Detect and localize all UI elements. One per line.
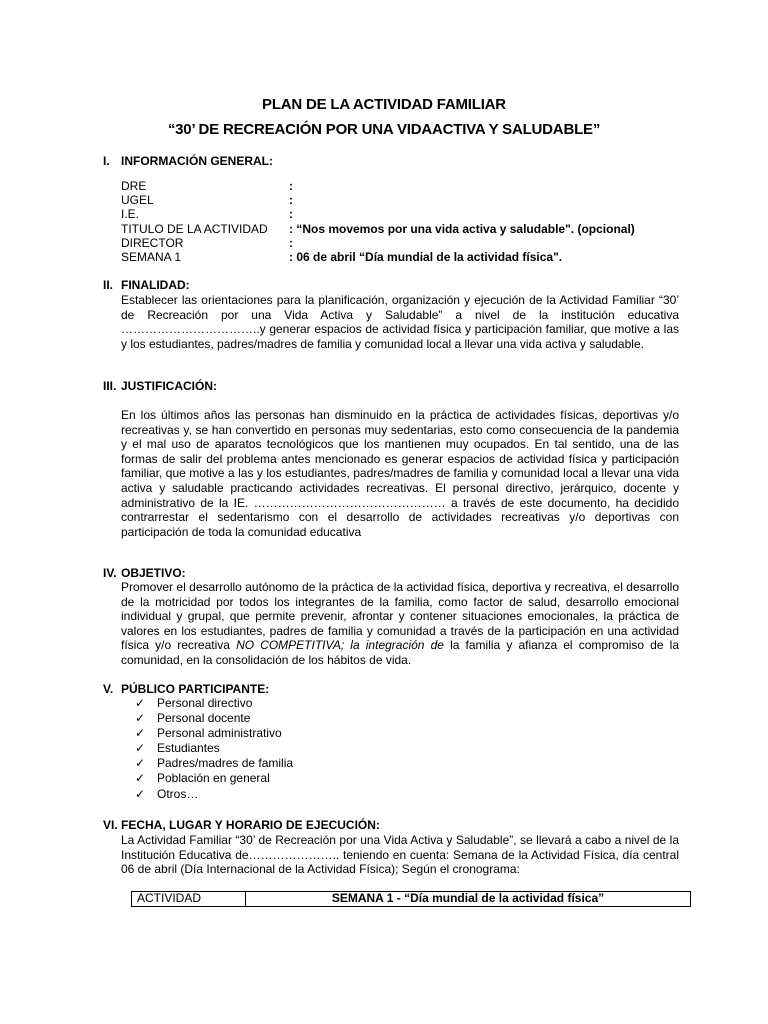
list-item: ✓ Personal administrativo: [135, 726, 282, 741]
list-item: ✓ Personal directivo: [135, 696, 253, 710]
section-number: III.: [103, 379, 117, 393]
info-value: :: [289, 179, 293, 193]
section-title: FINALIDAD:: [121, 278, 190, 292]
section-heading-finalidad: [103, 278, 190, 292]
section-title: PÚBLICO PARTICIPANTE:: [121, 682, 270, 696]
checkmark-icon: ✓: [135, 771, 146, 786]
list-item: ✓ Padres/madres de familia: [135, 756, 294, 771]
info-row-titulo: [121, 222, 635, 236]
section-number: IV.: [103, 566, 117, 580]
info-row-director: [121, 236, 293, 250]
document-subtitle: “30’ DE RECREACIÓN POR UNA VIDAACTIVA Y SALUDABLE”: [167, 121, 601, 138]
table-header-week: SEMANA 1 - “Día mundial de la actividad física”: [331, 891, 605, 905]
info-value: :: [289, 207, 293, 221]
checkmark-icon: ✓: [135, 696, 146, 710]
list-item: ✓ Personal docente: [135, 711, 251, 726]
info-label: I.E.: [121, 207, 140, 221]
info-value: : “Nos movemos por una vida activa y saludable". (opcional): [289, 222, 635, 236]
section-number: V.: [103, 682, 114, 696]
section-heading-publico: [103, 682, 269, 696]
list-item: ✓ Otros…: [135, 786, 199, 801]
list-item: ✓ Estudiantes: [135, 741, 220, 756]
info-value: :: [289, 193, 293, 207]
info-value: : 06 de abril “Día mundial de la actividad física".: [289, 250, 563, 264]
section-heading-objetivo: [103, 566, 186, 580]
objetivo-text-italic: NO COMPETITIVA; la integración de: [236, 638, 444, 653]
fecha-paragraph: La Actividad Familiar “30’ de Recreación por una Vida Activa y Saludable”, se llevará a cabo a nivel de la Institución Educativa de………………….. teniendo en cuenta: Semana de la Actividad Física, día central 06 de abril (Día Internacional de la Actividad Física); Según el cronograma:: [121, 833, 679, 877]
info-row-ugel: [121, 193, 293, 207]
info-value: :: [289, 236, 293, 250]
section-number: VI.: [103, 818, 118, 832]
checkmark-icon: ✓: [135, 756, 146, 771]
objetivo-text-b: la familia y afianza el compromiso de la comunidad, en la consolidación de los hábitos de vida.: [121, 638, 679, 667]
table-header-activity: ACTIVIDAD: [132, 892, 246, 906]
schedule-table: [131, 891, 691, 907]
document-title: PLAN DE LA ACTIVIDAD FAMILIAR: [262, 96, 506, 113]
section-number: II.: [103, 278, 114, 292]
section-heading-informacion: [103, 154, 273, 168]
objetivo-text-a: Promover el desarrollo autónomo de la práctica de la actividad física, deportiva y recreativa, el desarrollo de la motricidad por todos los integrantes de la familia, como factor de salud, desarrollo emocional individual y grupal, que permite prevenir, afrontar y contener situaciones emocionales, la práctica de valores en los estudiantes, padres de familia y comunidad a través de la participación en una actividad física y/o recreativa: [121, 580, 679, 653]
info-label: TITULO DE LA ACTIVIDAD: [121, 222, 268, 236]
checkmark-icon: ✓: [135, 786, 146, 801]
info-row-ie: [121, 207, 293, 221]
checkmark-icon: ✓: [135, 741, 146, 756]
finalidad-paragraph: Establecer las orientaciones para la planificación, organización y ejecución de la Actividad Familiar “30’ de Recreación por una Vida Activa y Saludable” a nivel de la institución educativa ……………………………..y generar espacios de actividad física y participación familiar, que motive a las y los estudiantes, padres/madres de familia y comunidad local a llevar una vida activa y saludable.: [121, 293, 679, 351]
info-row-dre: [121, 179, 293, 193]
participant-list: [135, 696, 293, 802]
checkmark-icon: ✓: [135, 711, 146, 726]
info-label: SEMANA 1: [121, 250, 182, 264]
info-label: UGEL: [121, 193, 154, 207]
section-title: JUSTIFICACIÓN:: [121, 379, 217, 393]
list-item: ✓ Población en general: [135, 771, 270, 786]
section-title: FECHA, LUGAR Y HORARIO DE EJECUCIÓN:: [121, 818, 380, 832]
justificacion-paragraph: En los últimos años las personas han disminuido en la práctica de actividades físicas, deportivas y/o recreativas y, se han convertido en personas muy sedentarias, esto como consecuencia de la pandemia y el mal uso de aparatos tecnológicos que los mantienen muy ocupados. En tal sentido, una de las formas de salir del problema antes mencionado es generar espacios de actividad física y participación familiar, que motive a las y los estudiantes, padres/madres de familia y comunidad local a llevar una vida activa y saludable practicando actividades recreativas. El personal directivo, jerárquico, docente y administrativo de la IE. ………………………………………… a través de este documento, ha decidido contrarrestar el sedentarismo con el desarrollo de actividades recreativas y/o deportivas con participación de toda la comunidad educativa: [121, 408, 679, 539]
info-row-semana: [121, 250, 562, 264]
section-title: INFORMACIÓN GENERAL:: [121, 154, 273, 168]
section-heading-fecha: [103, 818, 380, 832]
section-title: OBJETIVO:: [121, 566, 186, 580]
section-heading-justificacion: [103, 379, 217, 393]
checkmark-icon: ✓: [135, 726, 146, 741]
objetivo-paragraph: [121, 580, 679, 668]
section-number: I.: [103, 154, 110, 168]
info-label: DIRECTOR: [121, 236, 184, 250]
info-label: DRE: [121, 179, 147, 193]
